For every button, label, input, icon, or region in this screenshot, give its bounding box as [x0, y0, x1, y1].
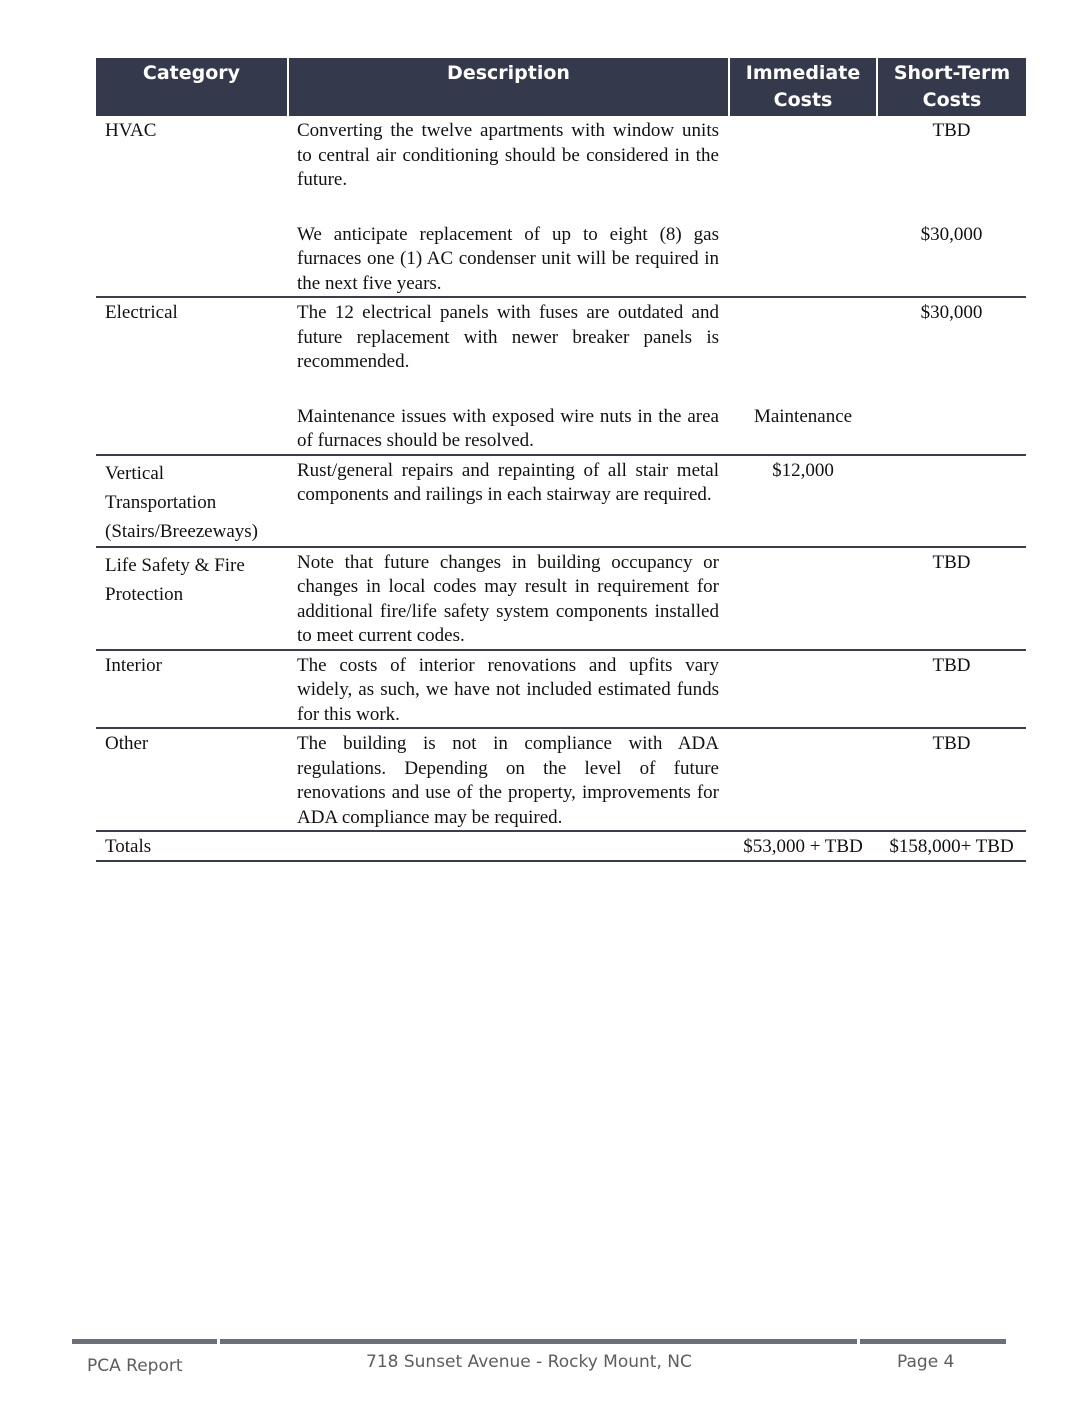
- cell-category-totals: Totals: [96, 831, 288, 861]
- cell-immediate-hvac-2: [729, 220, 877, 298]
- cell-short-life-safety: TBD: [877, 547, 1026, 650]
- cell-immediate-totals: $53,000 + TBD: [729, 831, 877, 861]
- cell-short-totals: $158,000+ TBD: [877, 831, 1026, 861]
- cell-description-electrical-2: Maintenance issues with exposed wire nuts in the area of furnaces should be resolved.: [297, 405, 719, 451]
- footer-address: 718 Sunset Avenue - Rocky Mount, NC: [366, 1352, 692, 1372]
- cell-category-electrical: Electrical: [96, 297, 288, 455]
- footer-report-name: PCA Report: [87, 1356, 183, 1376]
- header-category: Category: [96, 58, 288, 116]
- cell-category-hvac: HVAC: [105, 120, 157, 141]
- cell-short-electrical-2: [877, 402, 1026, 455]
- table-row-life-safety: [96, 547, 1026, 650]
- cell-description-interior: The costs of interior renovations and upfits vary widely, as such, we have not included estimated funds for this work.: [288, 650, 729, 729]
- cell-short-other: TBD: [877, 728, 1026, 831]
- header-immediate-costs: Immediate Costs: [729, 58, 877, 116]
- cell-immediate-electrical-1: [729, 297, 877, 375]
- table-row-vertical-transportation: [96, 455, 1026, 547]
- category-vertical-text: Vertical Transportation (Stairs/Breezeways): [105, 462, 258, 542]
- header-description: Description: [288, 58, 729, 116]
- cell-description-vertical: Rust/general repairs and repainting of all stair metal components and railings in each stairway are required.: [288, 455, 729, 547]
- footer-page-number: Page 4: [897, 1352, 955, 1372]
- table-row-interior: [96, 650, 1026, 729]
- cell-immediate-electrical-2: Maintenance: [753, 405, 853, 427]
- cell-immediate-interior: [729, 650, 877, 729]
- cell-immediate-hvac-1: [729, 116, 877, 193]
- cell-short-electrical-1: $30,000: [877, 297, 1026, 375]
- cell-immediate-other: [729, 728, 877, 831]
- cell-immediate-life-safety: [729, 547, 877, 650]
- cell-short-vertical: [877, 455, 1026, 547]
- cell-description-life-safety: Note that future changes in building occupancy or changes in local codes may result in requirement for additional fire/life safety system components installed to meet current codes.: [288, 547, 729, 650]
- table-row-electrical: [96, 297, 1026, 375]
- cell-short-hvac-2: $30,000: [920, 223, 983, 245]
- cost-table: [96, 58, 1026, 862]
- table-row-hvac: [96, 116, 1026, 193]
- header-short-term-costs: Short-Term Costs: [877, 58, 1026, 116]
- cell-immediate-vertical: $12,000: [729, 455, 877, 547]
- cell-short-interior: TBD: [877, 650, 1026, 729]
- table-row-other: [96, 728, 1026, 831]
- header-row: [96, 58, 1026, 116]
- cell-category-other: Other: [96, 728, 288, 831]
- cell-description-hvac-2: We anticipate replacement of up to eight (8) gas furnaces one (1) AC condenser unit will be required in the next five years.: [297, 223, 719, 294]
- cell-description-hvac-1: Converting the twelve apartments with window units to central air conditioning should be considered in the future.: [297, 120, 719, 190]
- cell-category-vertical: [96, 455, 288, 547]
- cell-description-totals: [288, 831, 729, 861]
- cell-description-other: The building is not in compliance with ADA regulations. Depending on the level of future renovations and use of the property, improvements for ADA compliance may be required.: [288, 728, 729, 831]
- cell-category-life-safety: [96, 547, 288, 650]
- cell-short-hvac-1: TBD: [932, 120, 971, 141]
- table-row-totals: [96, 831, 1026, 861]
- cell-description-electrical-1: The 12 electrical panels with fuses are outdated and future replacement with newer breaker panels is recommended.: [288, 297, 729, 375]
- category-life-safety-text: Life Safety & Fire Protection: [105, 554, 245, 605]
- cell-category-interior: Interior: [96, 650, 288, 729]
- footer-rule: [72, 1339, 1006, 1344]
